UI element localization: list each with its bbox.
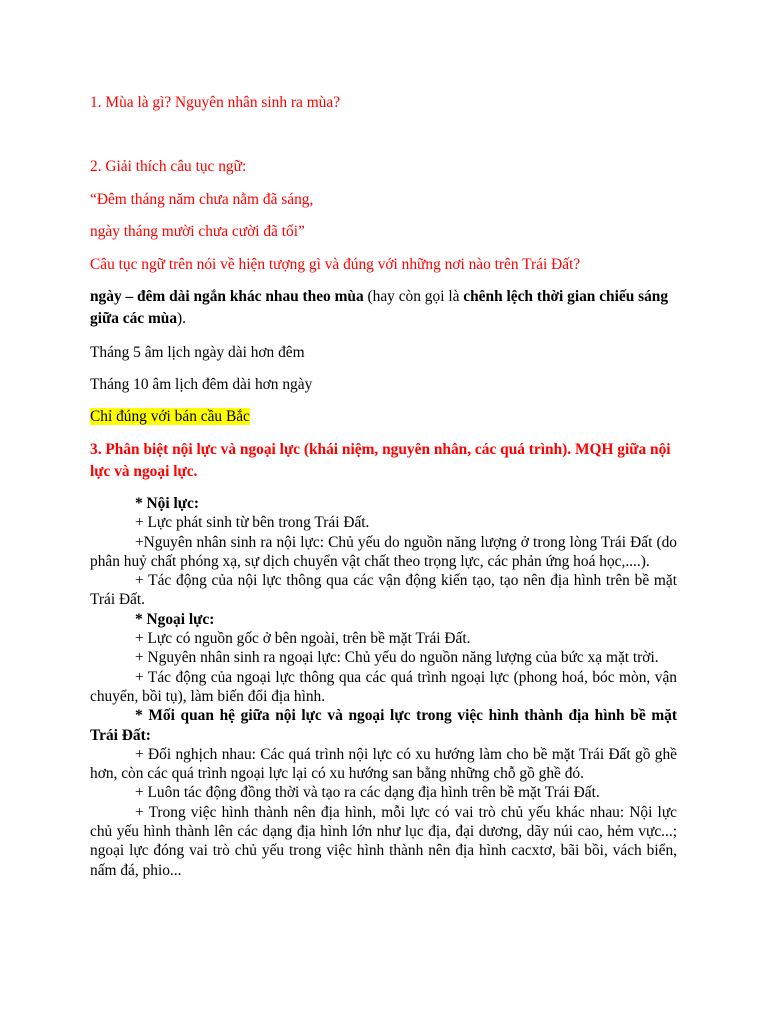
noi-luc-item-3: + Tác động của nội lực thông qua các vận động kiến tạo, tạo nên địa hình trên bề mặt Trái Đất. [90, 572, 677, 609]
question-2-prompt: Câu tục ngữ trên nói về hiện tượng gì và đúng với những nơi nào trên Trái Đất? [90, 256, 581, 273]
highlight-note [90, 406, 677, 428]
question-2-answer [90, 286, 677, 330]
answer-bold-phrase-2: chênh lệch thời gian chiếu sáng giữa các mùa [90, 288, 669, 327]
highlighted-text: Chỉ đúng với bán cầu Bắc [90, 408, 250, 425]
ngoai-luc-item-3: + Tác động của ngoại lực thông qua các quá trình ngoại lực (phong hoá, bóc mòn, vận chuyển, bồi tụ), làm biến đổi địa hình. [90, 668, 677, 705]
question-3-title: 3. Phân biệt nội lực và ngoại lực (khái niệm, nguyên nhân, các quá trình). MQH giữa nội lực và ngoại lực. [90, 441, 671, 480]
ngoai-luc-item-1: + Lực có nguồn gốc ở bên ngoài, trên bề mặt Trái Đất. [135, 630, 471, 648]
question-2-title: 2. Giải thích câu tục ngữ: [90, 158, 247, 175]
mqh-item-2: + Luôn tác động đồng thời và tạo ra các dạng địa hình trên bề mặt Trái Đất. [135, 784, 600, 802]
answer-end-text: ). [177, 310, 187, 327]
answer-bold-phrase-1: ngày – đêm dài ngắn khác nhau theo mùa [90, 288, 364, 305]
proverb-line-1: “Đêm tháng năm chưa nằm đã sáng, [90, 191, 314, 208]
question-1: 1. Mùa là gì? Nguyên nhân sinh ra mùa? [90, 94, 341, 111]
ngoai-luc-item-2: + Nguyên nhân sinh ra ngoại lực: Chủ yếu do nguồn năng lượng của bức xạ mặt trời. [135, 649, 659, 667]
month-10-line: Tháng 10 âm lịch đêm dài hơn ngày [90, 376, 313, 393]
proverb-line-2: ngày tháng mười chưa cười đã tối” [90, 223, 305, 240]
question-3-body [90, 494, 677, 880]
mqh-item-1: + Đối nghịch nhau: Các quá trình nội lực có xu hướng làm cho bề mặt Trái Đất gồ ghề hơn, còn các quá trình ngoại lực lại có xu hướng san bằng những chỗ gồ ghề đó. [90, 745, 677, 783]
month-5-line: Tháng 5 âm lịch ngày dài hơn đêm [90, 344, 305, 361]
mqh-item-3: + Trong việc hình thành nên địa hình, mỗi lực có vai trò chủ yếu khác nhau: Nội lực chủ yếu hình thành lên các dạng địa hình lớn như lục địa, đại dương, dãy núi cao, hẻm vực...; ngoại lực đóng vai trò chủ yếu trong việc hình thành nên địa hình cacxtơ, bãi bồi, vách biển, nấm đá, phio... [90, 803, 677, 879]
noi-luc-item-2: +Nguyên nhân sinh ra nội lực: Chủ yếu do nguồn năng lượng ở trong lòng Trái Đất (do phân huỷ chất phóng xạ, sự dịch chuyển vật chất theo trọng lực, các phản ứng hoá học,....). [90, 533, 677, 570]
ngoai-luc-heading: * Ngoại lực: [135, 610, 215, 628]
answer-mid-text: (hay còn gọi là [363, 288, 464, 305]
noi-luc-heading: * Nội lực: [135, 495, 199, 512]
noi-luc-item-1: + Lực phát sinh từ bên trong Trái Đất. [135, 514, 370, 532]
mqh-heading: * Mối quan hệ giữa nội lực và ngoại lực trong việc hình thành địa hình bề mặt Trái Đất: [90, 707, 677, 744]
